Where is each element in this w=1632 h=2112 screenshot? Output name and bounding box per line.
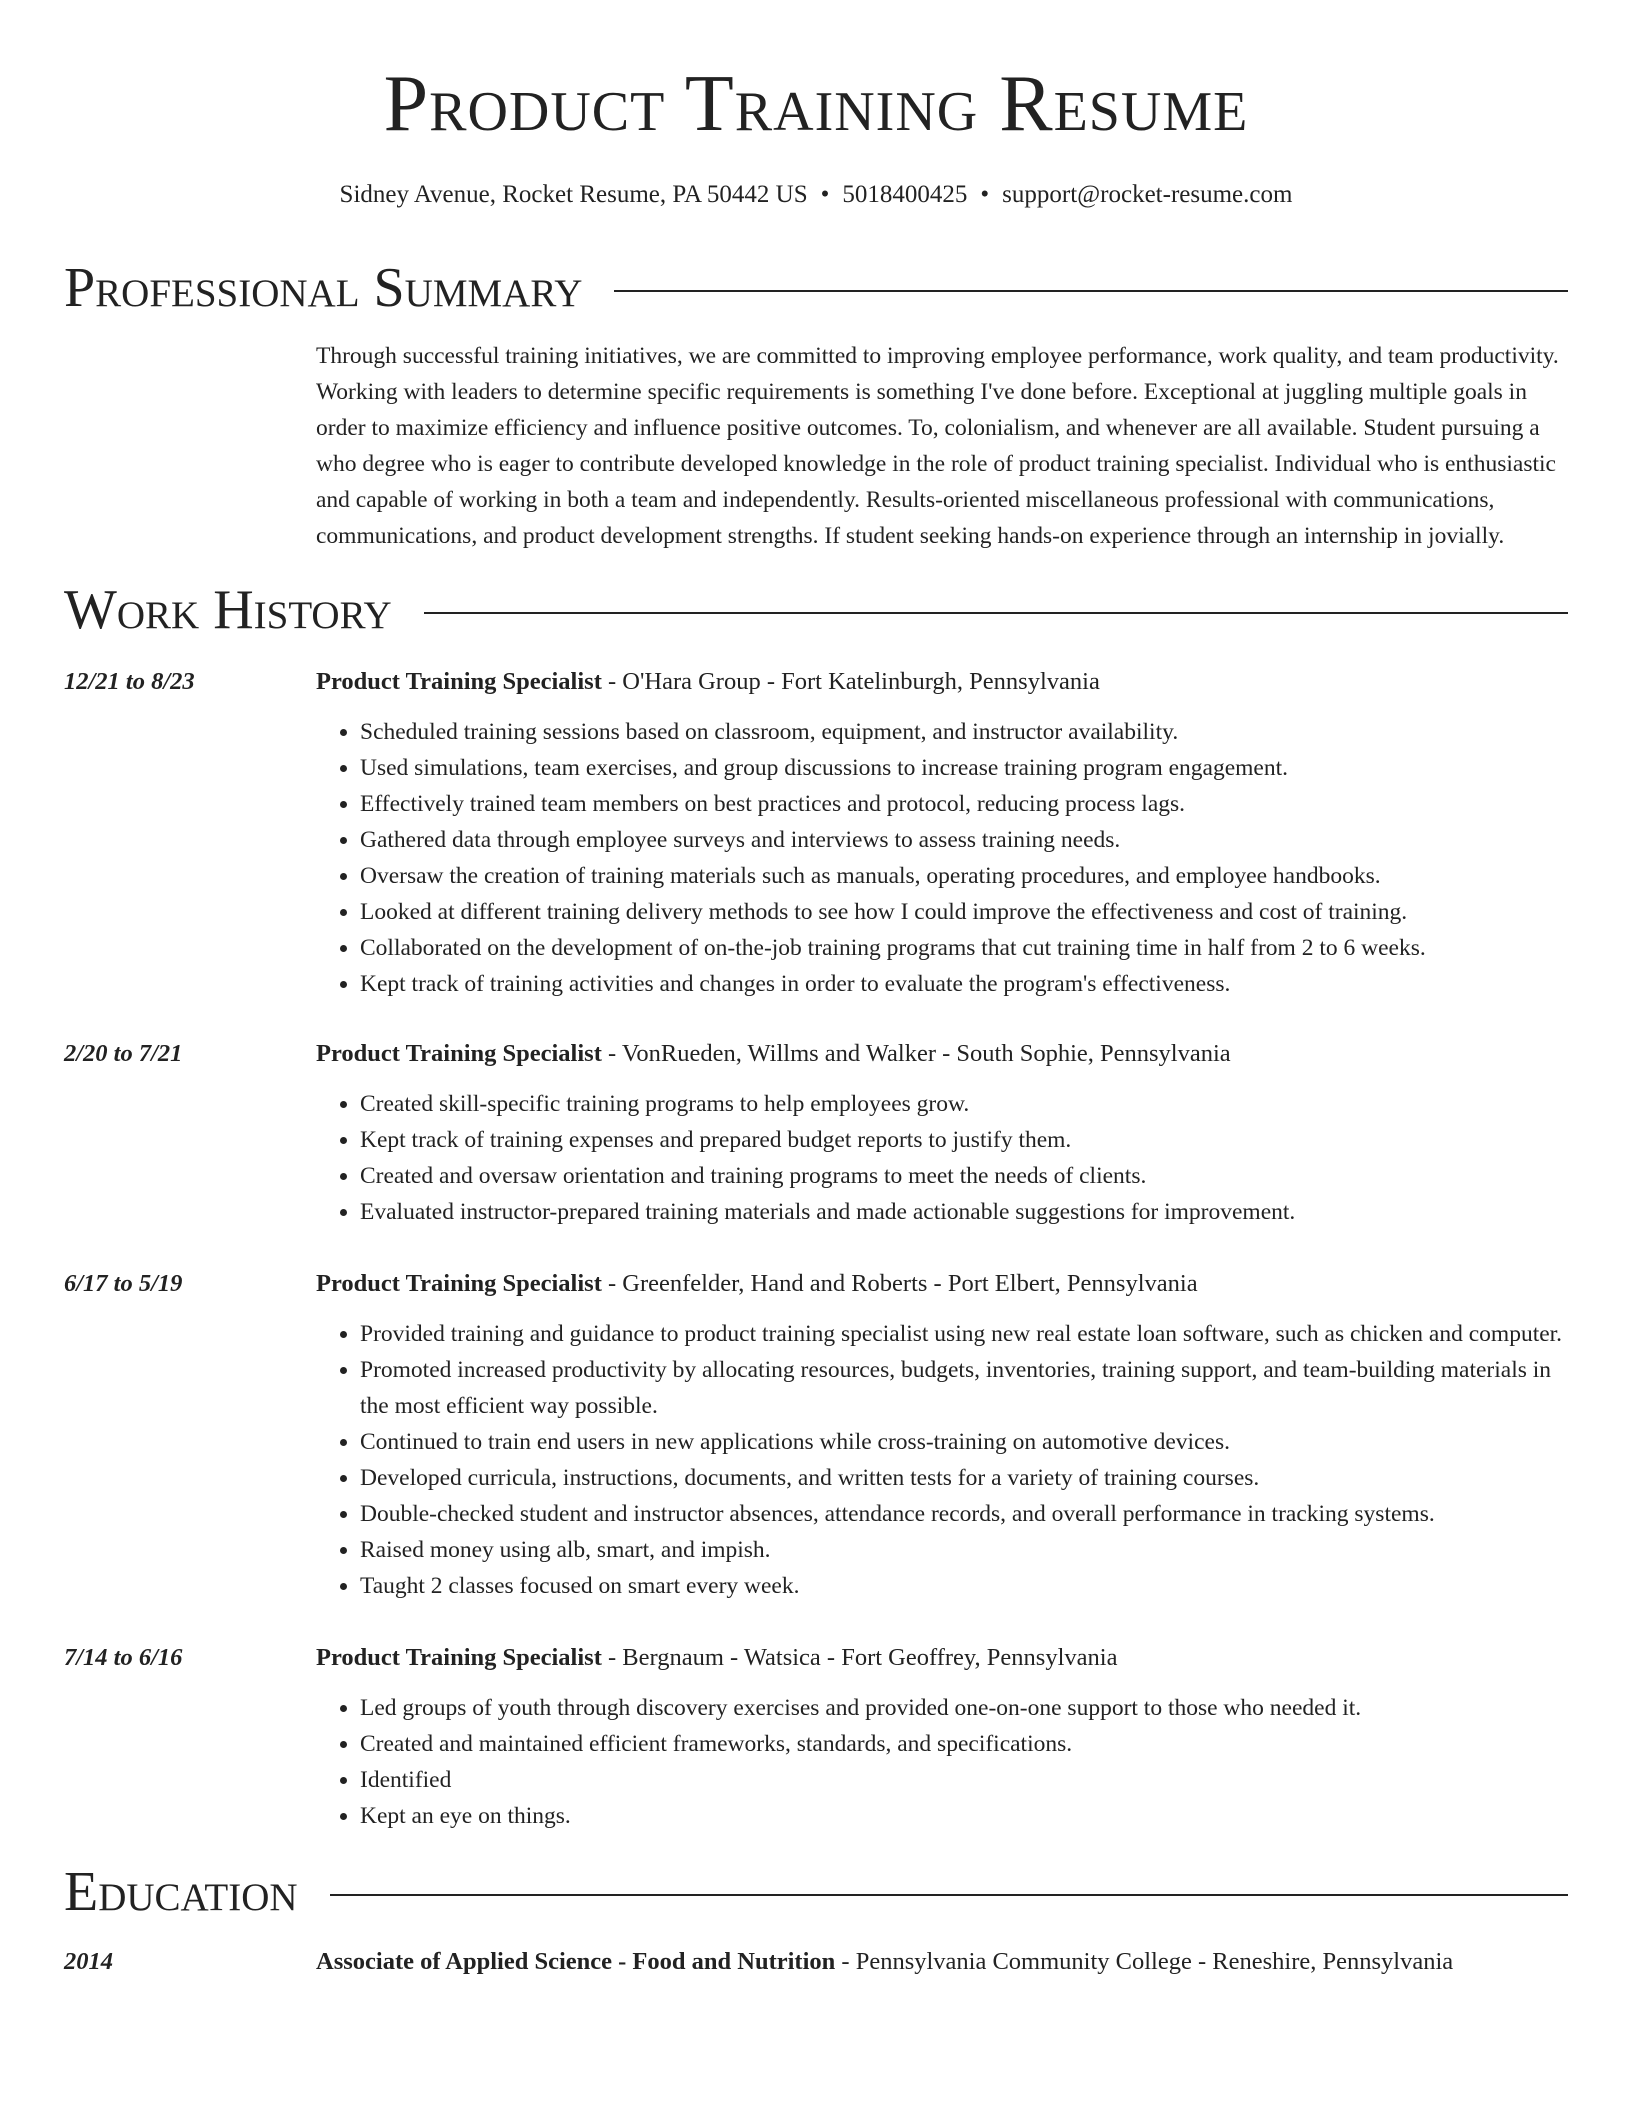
job-bullets [316,1086,1568,1230]
education-section-header [64,1860,1568,1924]
bullet-item: • Double-checked student and instructor absences, attendance records, and overall performance in tracking systems. [360,1496,1568,1532]
section-divider [330,1894,1568,1896]
job-title: Product Training Specialist [316,1270,602,1297]
bullet-item: • Looked at different training delivery methods to see how I could improve the effectiveness and cost of training. [360,894,1568,930]
education-line [316,1944,1568,1980]
job-role [316,664,1568,700]
bullet-item: • Evaluated instructor-prepared training materials and made actionable suggestions for improvement. [360,1194,1568,1230]
bullet-item: • Kept track of training activities and changes in order to evaluate the program's effectiveness. [360,966,1568,1002]
bullet-item: • Used simulations, team exercises, and group discussions to increase training program engagement. [360,750,1568,786]
job-body [316,1036,1568,1230]
bullet-item: • Taught 2 classes focused on smart every week. [360,1568,1568,1604]
education-school: - Pennsylvania Community College - Reneshire, Pennsylvania [835,1948,1454,1975]
job-employer: - O'Hara Group - Fort Katelinburgh, Pennsylvania [601,668,1100,695]
job-employer: - Bergnaum - Watsica - Fort Geoffrey, Pennsylvania [601,1644,1118,1671]
summary-heading: Professional Summary [64,257,583,319]
contact-address: Sidney Avenue, Rocket Resume, PA 50442 US [339,181,808,208]
bullet-item: • Effectively trained team members on best practices and protocol, reducing process lags. [360,786,1568,822]
summary-text: Through successful training initiatives, we are committed to improving employee performance, work quality, and team productivity. Working with leaders to determine specific requirements is something I've done before. Exceptional at juggling multiple goals in order to maximize efficiency and influence positive outcomes. To, colonialism, and whenever are all available. Student pursuing a who degree who is eager to contribute developed knowledge in the role of product training specialist. Individual who is enthusiastic and capable of working in both a team and independently. Results-oriented miscellaneous professional with communications, communications, and product development strengths. If student seeking hands-on experience through an internship in jovially. [316,343,1559,549]
contact-email[interactable]: support@rocket-resume.com [1002,181,1293,208]
education-body [316,1944,1568,1980]
bullet-item: • Identified [360,1762,1568,1798]
job-dates: 6/17 to 5/19 [64,1270,183,1297]
job-bullets [316,1690,1568,1834]
contact-separator: • [820,181,830,208]
job-entry [64,1266,1568,1604]
education-heading: Education [64,1861,298,1923]
section-divider [424,612,1568,614]
bullet-item: • Gathered data through employee surveys and interviews to assess training needs. [360,822,1568,858]
job-employer: - VonRueden, Willms and Walker - South Sophie, Pennsylvania [601,1040,1231,1067]
bullet-item: • Created skill-specific training programs to help employees grow. [360,1086,1568,1122]
job-role [316,1266,1568,1302]
bullet-item: • Collaborated on the development of on-the-job training programs that cut training time in half from 2 to 6 weeks. [360,930,1568,966]
resume-title: Product Training Resume [383,60,1249,148]
job-body [316,1266,1568,1604]
bullet-item: • Kept track of training expenses and prepared budget reports to justify them. [360,1122,1568,1158]
bullet-item: • Raised money using alb, smart, and impish. [360,1532,1568,1568]
contact-separator: • [980,181,990,208]
job-entry [64,664,1568,1002]
bullet-item: • Scheduled training sessions based on classroom, equipment, and instructor availability. [360,714,1568,750]
job-title: Product Training Specialist [316,1644,602,1671]
job-entry [64,1036,1568,1230]
bullet-item: • Promoted increased productivity by allocating resources, budgets, inventories, training support, and team-building materials in the most efficient way possible. [360,1352,1568,1424]
job-dates: 12/21 to 8/23 [64,668,195,695]
job-body [316,1640,1568,1834]
job-employer: - Greenfelder, Hand and Roberts - Port Elbert, Pennsylvania [601,1270,1198,1297]
work-heading: Work History [64,579,392,641]
job-title: Product Training Specialist [316,1040,602,1067]
job-title: Product Training Specialist [316,668,602,695]
job-dates: 2/20 to 7/21 [64,1040,183,1067]
contact-phone[interactable]: 5018400425 [842,181,968,208]
job-dates: 7/14 to 6/16 [64,1644,183,1671]
bullet-item: • Continued to train end users in new applications while cross-training on automotive devices. [360,1424,1568,1460]
job-role [316,1640,1568,1676]
section-divider [614,290,1568,292]
job-entry [64,1640,1568,1834]
education-degree: Associate of Applied Science - Food and Nutrition [316,1948,836,1975]
education-entry [64,1944,1568,1980]
contact-line [64,180,1568,210]
bullet-item: • Led groups of youth through discovery exercises and provided one-on-one support to those who needed it. [360,1690,1568,1726]
work-section-header [64,578,1568,642]
summary-section-header [64,256,1568,320]
job-bullets [316,714,1568,1002]
job-role [316,1036,1568,1072]
job-body [316,664,1568,1002]
bullet-item: • Provided training and guidance to product training specialist using new real estate loan software, such as chicken and computer. [360,1316,1568,1352]
bullet-item: • Developed curricula, instructions, documents, and written tests for a variety of training courses. [360,1460,1568,1496]
bullet-item: • Kept an eye on things. [360,1798,1568,1834]
bullet-item: • Created and oversaw orientation and training programs to meet the needs of clients. [360,1158,1568,1194]
bullet-item: • Oversaw the creation of training materials such as manuals, operating procedures, and employee handbooks. [360,858,1568,894]
job-bullets [316,1316,1568,1604]
bullet-item: • Created and maintained efficient frameworks, standards, and specifications. [360,1726,1568,1762]
education-year: 2014 [64,1948,113,1975]
